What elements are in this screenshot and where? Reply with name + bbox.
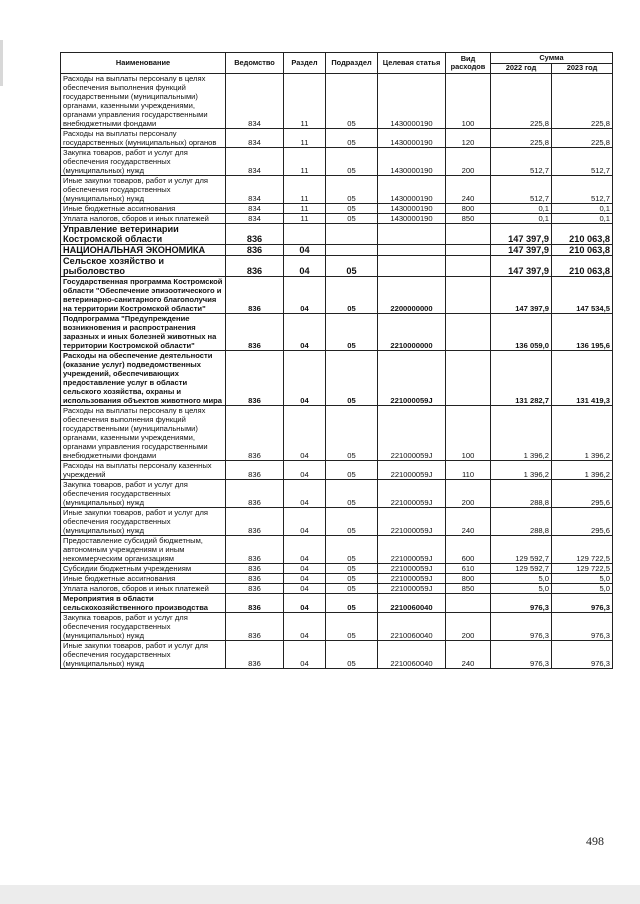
header-target: Целевая статья [378,53,446,74]
cell-section: 04 [284,314,326,351]
viewer-bottom-band [0,885,640,904]
cell-subsection: 05 [326,536,378,564]
table-row [61,641,613,669]
cell-section: 04 [284,564,326,574]
cell-target: 2210060040 [378,613,446,641]
cell-2023: 512,7 [552,148,613,176]
cell-section: 04 [284,594,326,613]
cell-dept: 836 [226,224,284,245]
header-row-top [61,53,613,64]
cell-section: 11 [284,148,326,176]
cell-name: Субсидии бюджетным учреждениям [61,564,226,574]
cell-name: Государственная программа Костромской области "Обеспечение эпизоотического и ветеринарно-санитарного благополучия на территории Костромской области" [61,277,226,314]
cell-2023: 129 722,5 [552,536,613,564]
table-row [61,351,613,406]
cell-name: Предоставление субсидий бюджетным, автономным учреждениям и иным некоммерческим организациям [61,536,226,564]
cell-2022: 129 592,7 [491,536,552,564]
table-row [61,245,613,256]
table-row [61,406,613,461]
cell-2022: 512,7 [491,176,552,204]
cell-name: Расходы на выплаты персоналу в целях обеспечения выполнения функций государственными (муниципальными) органами, казенными учреждениями, органами управления государственными внебюджетными фондами [61,406,226,461]
cell-2022: 976,3 [491,594,552,613]
cell-target: 2210060040 [378,594,446,613]
cell-2023: 295,6 [552,480,613,508]
cell-2022: 131 282,7 [491,351,552,406]
cell-dept: 836 [226,480,284,508]
cell-2022: 1 396,2 [491,406,552,461]
cell-2023: 5,0 [552,584,613,594]
cell-2023: 225,8 [552,129,613,148]
table-row [61,277,613,314]
cell-2023: 976,3 [552,594,613,613]
cell-type [446,351,491,406]
cell-subsection: 05 [326,129,378,148]
cell-name: Иные закупки товаров, работ и услуг для обеспечения государственных (муниципальных) нужд [61,641,226,669]
cell-dept: 836 [226,574,284,584]
cell-target: 221000059J [378,574,446,584]
table-row [61,314,613,351]
cell-2023: 129 722,5 [552,564,613,574]
cell-type: 120 [446,129,491,148]
cell-name: Расходы на выплаты персоналу в целях обеспечения выполнения функций государственными (муниципальными) органами, казенными учреждениями, органами управления государственными внебюджетными фондами [61,74,226,129]
cell-subsection: 05 [326,564,378,574]
cell-subsection: 05 [326,256,378,277]
cell-2022: 129 592,7 [491,564,552,574]
cell-type: 610 [446,564,491,574]
cell-section: 04 [284,536,326,564]
cell-2022: 0,1 [491,204,552,214]
cell-type [446,314,491,351]
cell-name: Уплата налогов, сборов и иных платежей [61,214,226,224]
cell-type: 200 [446,148,491,176]
cell-2022: 976,3 [491,613,552,641]
cell-dept: 834 [226,176,284,204]
cell-section: 11 [284,129,326,148]
header-year-2022: 2022 год [491,64,552,74]
cell-2023: 136 195,6 [552,314,613,351]
cell-section: 11 [284,204,326,214]
cell-2023: 1 396,2 [552,406,613,461]
cell-dept: 834 [226,204,284,214]
cell-name: Расходы на выплаты персоналу государственных (муниципальных) органов [61,129,226,148]
cell-dept: 836 [226,256,284,277]
header-dept: Ведомство [226,53,284,74]
cell-subsection [326,224,378,245]
cell-name: Мероприятия в области сельскохозяйственного производства [61,594,226,613]
cell-dept: 836 [226,351,284,406]
table-row [61,204,613,214]
table-row [61,584,613,594]
cell-subsection [326,245,378,256]
cell-type: 100 [446,74,491,129]
cell-target: 1430000190 [378,74,446,129]
table-body [61,74,613,669]
cell-name: Расходы на выплаты персоналу казенных учреждений [61,461,226,480]
cell-target: 221000059J [378,461,446,480]
cell-target: 1430000190 [378,214,446,224]
table-row [61,574,613,584]
cell-type: 240 [446,508,491,536]
cell-dept: 836 [226,461,284,480]
cell-2022: 288,8 [491,508,552,536]
table-row [61,508,613,536]
cell-type [446,245,491,256]
cell-2022: 512,7 [491,148,552,176]
cell-type: 100 [446,406,491,461]
cell-dept: 834 [226,148,284,176]
cell-dept: 836 [226,245,284,256]
table-row [61,564,613,574]
cell-name: Уплата налогов, сборов и иных платежей [61,584,226,594]
cell-type: 240 [446,176,491,204]
cell-2023: 0,1 [552,204,613,214]
cell-2022: 225,8 [491,74,552,129]
table-row [61,148,613,176]
cell-name: Иные закупки товаров, работ и услуг для обеспечения государственных (муниципальных) нужд [61,508,226,536]
table-row [61,594,613,613]
cell-dept: 836 [226,564,284,574]
cell-2022: 147 397,9 [491,277,552,314]
cell-type: 200 [446,480,491,508]
cell-subsection: 05 [326,584,378,594]
cell-2022: 976,3 [491,641,552,669]
cell-section: 04 [284,406,326,461]
cell-subsection: 05 [326,641,378,669]
cell-section: 11 [284,74,326,129]
cell-dept: 836 [226,406,284,461]
cell-section: 11 [284,214,326,224]
cell-type: 200 [446,613,491,641]
cell-section [284,224,326,245]
cell-subsection: 05 [326,176,378,204]
table-row [61,536,613,564]
cell-target: 2210000000 [378,314,446,351]
cell-2023: 225,8 [552,74,613,129]
cell-2022: 136 059,0 [491,314,552,351]
cell-2022: 0,1 [491,214,552,224]
cell-dept: 836 [226,314,284,351]
cell-name: Подпрограмма "Предупреждение возникновения и распространения заразных и иных болезней животных на территории Костромской области" [61,314,226,351]
cell-2023: 0,1 [552,214,613,224]
cell-dept: 836 [226,277,284,314]
cell-subsection: 05 [326,214,378,224]
table-row [61,214,613,224]
header-sum: Сумма [491,53,613,64]
cell-dept: 836 [226,641,284,669]
cell-target: 221000059J [378,508,446,536]
cell-2022: 147 397,9 [491,224,552,245]
cell-type: 850 [446,214,491,224]
table-row [61,129,613,148]
cell-2023: 210 063,8 [552,224,613,245]
cell-subsection: 05 [326,508,378,536]
cell-name: Закупка товаров, работ и услуг для обеспечения государственных (муниципальных) нужд [61,480,226,508]
cell-name: Управление ветеринарии Костромской области [61,224,226,245]
cell-name: Расходы на обеспечение деятельности (оказание услуг) подведомственных учреждений, обеспечивающих предоставление услуг в области сельского хозяйства, охраны и использования объектов животного мира [61,351,226,406]
cell-type: 800 [446,204,491,214]
cell-target: 1430000190 [378,176,446,204]
cell-dept: 836 [226,508,284,536]
cell-section: 04 [284,584,326,594]
cell-target: 221000059J [378,536,446,564]
cell-name: НАЦИОНАЛЬНАЯ ЭКОНОМИКА [61,245,226,256]
cell-dept: 834 [226,129,284,148]
cell-section: 04 [284,508,326,536]
table-row [61,461,613,480]
cell-2022: 147 397,9 [491,245,552,256]
cell-type [446,277,491,314]
cell-subsection: 05 [326,594,378,613]
cell-subsection: 05 [326,351,378,406]
cell-2022: 225,8 [491,129,552,148]
cell-target [378,256,446,277]
page-number: 498 [586,834,604,848]
cell-type [446,256,491,277]
cell-dept: 834 [226,74,284,129]
cell-name: Иные бюджетные ассигнования [61,574,226,584]
cell-target: 221000059J [378,564,446,574]
cell-subsection: 05 [326,613,378,641]
cell-name: Закупка товаров, работ и услуг для обеспечения государственных (муниципальных) нужд [61,613,226,641]
cell-dept: 836 [226,536,284,564]
header-type: Вид расходов [446,53,491,74]
cell-2022: 1 396,2 [491,461,552,480]
table-row [61,613,613,641]
cell-2022: 5,0 [491,574,552,584]
header-year-2023: 2023 год [552,64,613,74]
cell-section: 04 [284,574,326,584]
cell-2023: 147 534,5 [552,277,613,314]
header-subsection: Подраздел [326,53,378,74]
cell-subsection: 05 [326,314,378,351]
table-row [61,176,613,204]
budget-table [60,52,613,669]
cell-target: 1430000190 [378,129,446,148]
cell-type: 600 [446,536,491,564]
cell-target: 221000059J [378,406,446,461]
cell-2023: 131 419,3 [552,351,613,406]
cell-2022: 288,8 [491,480,552,508]
cell-subsection: 05 [326,480,378,508]
cell-target: 1430000190 [378,204,446,214]
cell-type: 850 [446,584,491,594]
cell-dept: 834 [226,214,284,224]
cell-2023: 976,3 [552,641,613,669]
cell-type: 240 [446,641,491,669]
cell-type [446,224,491,245]
cell-section: 04 [284,641,326,669]
cell-target: 2200000000 [378,277,446,314]
cell-subsection: 05 [326,406,378,461]
cell-2023: 210 063,8 [552,256,613,277]
cell-section: 11 [284,176,326,204]
table-row [61,256,613,277]
table-row [61,74,613,129]
cell-target: 2210060040 [378,641,446,669]
cell-dept: 836 [226,613,284,641]
cell-target: 221000059J [378,584,446,594]
cell-section: 04 [284,613,326,641]
scan-edge-mark [0,40,3,86]
cell-2022: 5,0 [491,584,552,594]
table-row [61,480,613,508]
cell-subsection: 05 [326,74,378,129]
cell-dept: 836 [226,584,284,594]
cell-section: 04 [284,256,326,277]
table-row [61,224,613,245]
cell-section: 04 [284,351,326,406]
cell-dept: 836 [226,594,284,613]
cell-2023: 1 396,2 [552,461,613,480]
cell-section: 04 [284,480,326,508]
cell-section: 04 [284,461,326,480]
cell-section: 04 [284,277,326,314]
header-name: Наименование [61,53,226,74]
cell-target: 221000059J [378,480,446,508]
cell-name: Иные бюджетные ассигнования [61,204,226,214]
cell-2022: 147 397,9 [491,256,552,277]
header-section: Раздел [284,53,326,74]
cell-type [446,594,491,613]
cell-subsection: 05 [326,277,378,314]
cell-subsection: 05 [326,148,378,176]
cell-subsection: 05 [326,461,378,480]
cell-name: Иные закупки товаров, работ и услуг для обеспечения государственных (муниципальных) нужд [61,176,226,204]
cell-subsection: 05 [326,574,378,584]
cell-target: 1430000190 [378,148,446,176]
cell-subsection: 05 [326,204,378,214]
cell-target [378,224,446,245]
cell-section: 04 [284,245,326,256]
cell-2023: 210 063,8 [552,245,613,256]
cell-target [378,245,446,256]
cell-2023: 512,7 [552,176,613,204]
cell-target: 221000059J [378,351,446,406]
cell-2023: 976,3 [552,613,613,641]
cell-type: 110 [446,461,491,480]
cell-type: 800 [446,574,491,584]
cell-name: Сельское хозяйство и рыболовство [61,256,226,277]
cell-name: Закупка товаров, работ и услуг для обеспечения государственных (муниципальных) нужд [61,148,226,176]
cell-2023: 295,6 [552,508,613,536]
cell-2023: 5,0 [552,574,613,584]
